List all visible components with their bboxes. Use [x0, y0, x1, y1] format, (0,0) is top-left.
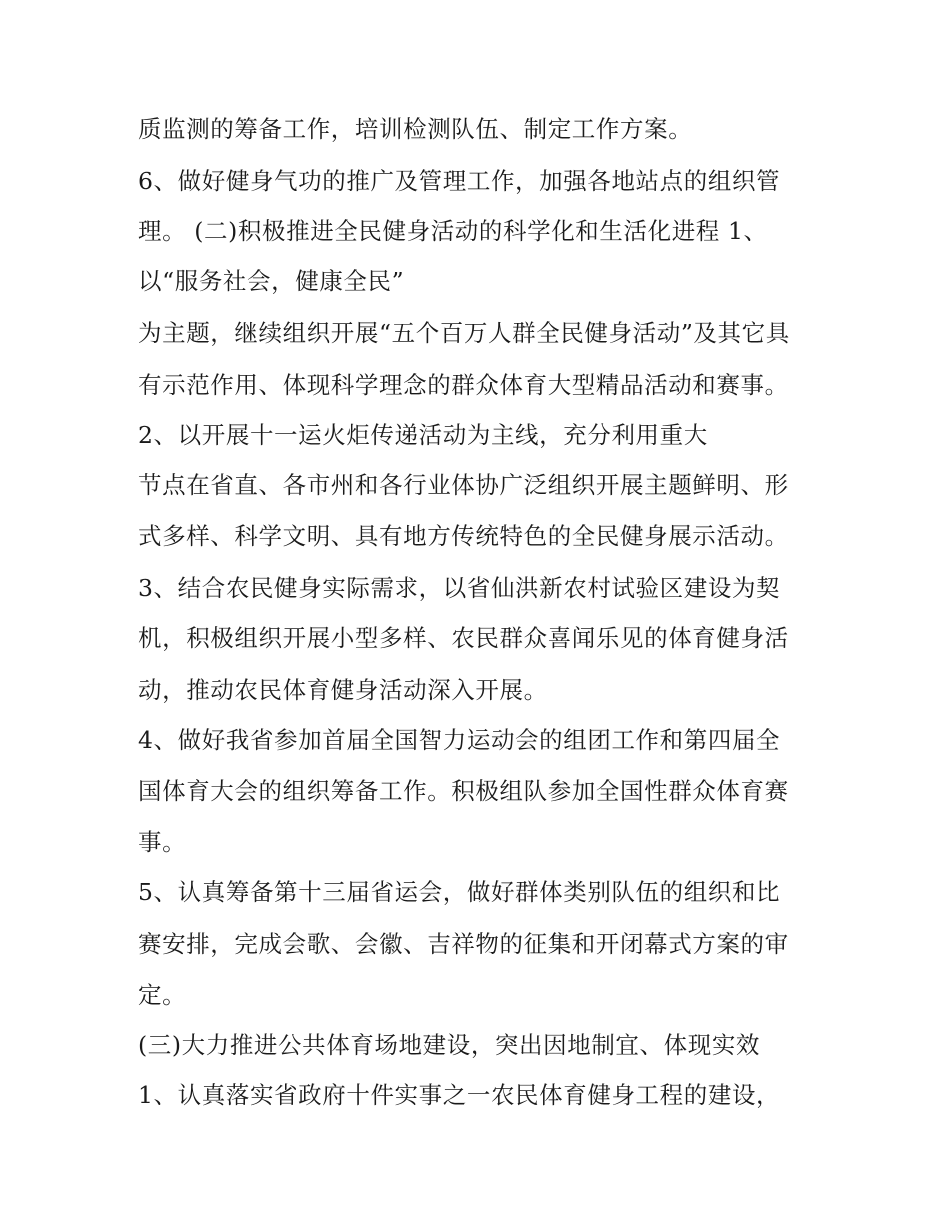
text-line: 6、做好健身气功的推广及管理工作，加强各地站点的组织管 — [138, 167, 781, 195]
text-line: (三)大力推进公共体育场地建设，突出因地制宜、体现实效 — [138, 1031, 761, 1059]
text-line: 为主题，继续组织开展“五个百万人群全民健身活动”及其它具 — [138, 319, 790, 347]
text-line: 赛安排，完成会歌、会徽、吉祥物的征集和开闭幕式方案的审 — [138, 930, 789, 958]
text-line: 理。 (二)积极推进全民健身活动的科学化和生活化进程 1、 — [138, 217, 768, 245]
text-line: 动，推动农民体育健身活动深入开展。 — [138, 676, 548, 704]
text-line: 5、认真筹备第十三届省运会，做好群体类别队伍的组织和比 — [138, 878, 781, 906]
text-line: 质监测的筹备工作，培训检测队伍、制定工作方案。 — [138, 115, 693, 143]
text-line: 节点在省直、各市州和各行业体协广泛组织开展主题鲜明、形 — [138, 471, 789, 499]
text-line: 国体育大会的组织筹备工作。积极组队参加全国性群众体育赛 — [138, 777, 789, 805]
text-line: 定。 — [138, 981, 187, 1009]
text-line: 有示范作用、体现科学理念的群众体育大型精品活动和赛事。 — [138, 371, 789, 399]
text-line: 3、结合农民健身实际需求，以省仙洪新农村试验区建设为契 — [138, 574, 781, 602]
text-line: 4、做好我省参加首届全国智力运动会的组团工作和第四届全 — [138, 726, 781, 754]
text-line: 2、以开展十一运火炬传递活动为主线，充分利用重大 — [138, 421, 708, 449]
text-line: 以“服务社会，健康全民” — [138, 267, 405, 295]
text-line: 机，积极组织开展小型多样、农民群众喜闻乐见的体育健身活 — [138, 624, 789, 652]
text-line: 事。 — [138, 828, 187, 856]
text-line: 1、认真落实省政府十件实事之一农民体育健身工程的建设， — [138, 1081, 781, 1109]
text-line: 式多样、科学文明、具有地方传统特色的全民健身展示活动。 — [138, 522, 789, 550]
